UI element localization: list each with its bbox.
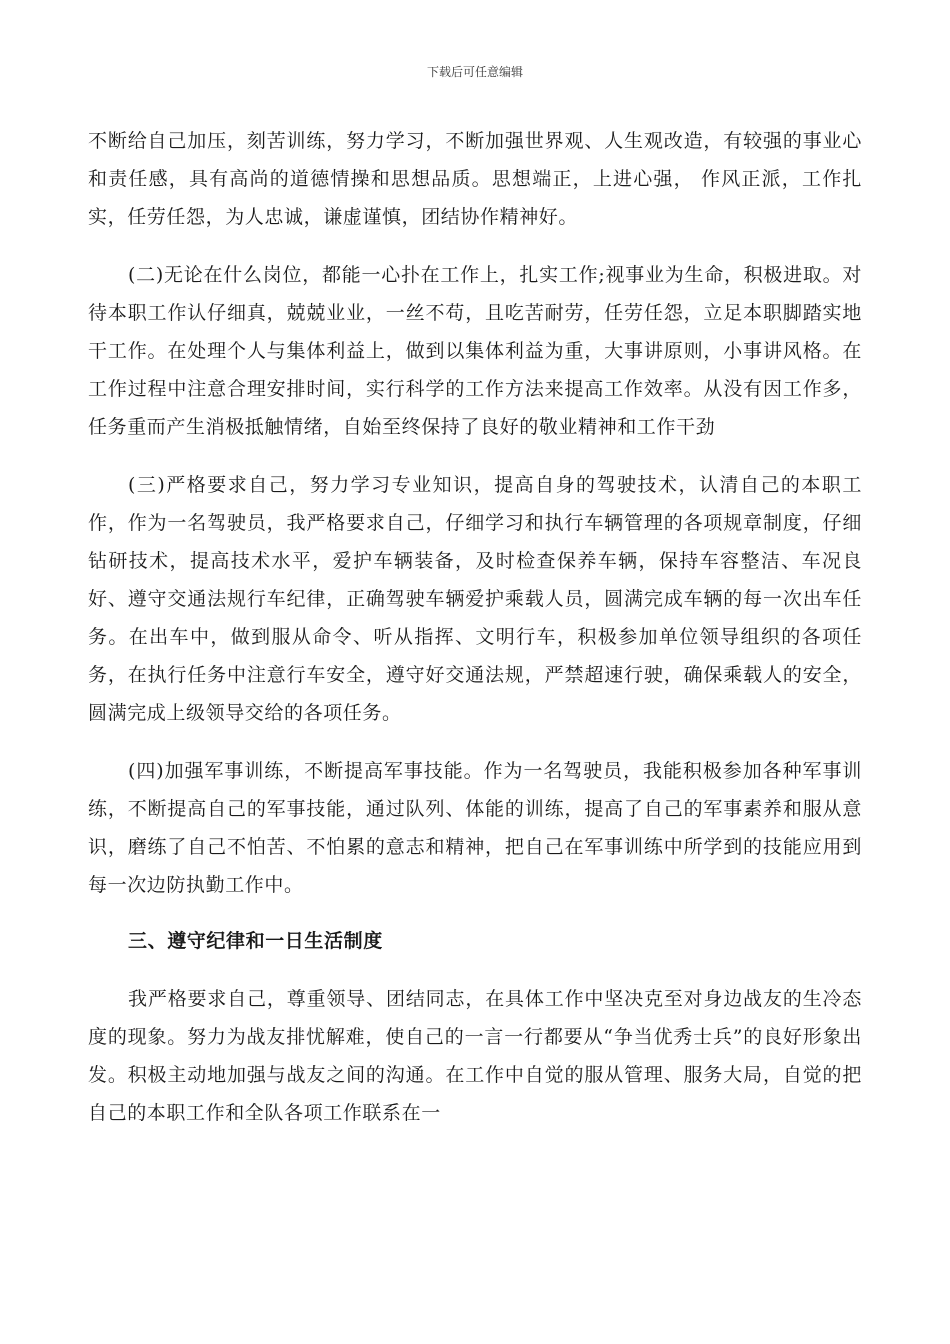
paragraph-section-2: (二)无论在什么岗位，都能一心扑在工作上，扎实工作;视事业为生命，积极进取。对待本职工作认仔细真，兢兢业业，一丝不苟，且吃苦耐劳，任劳任怨，立足本职脚踏实地干工作。在处理个人与集体利益上，做到以集体利益为重，大事讲原则，小事讲风格。在工作过程中注意合理安排时间，实行科学的工作方法来提高工作效率。从没有因工作多，任务重而产生消极抵触情绪，自始至终保持了良好的敬业精神和工作干劲 <box>88 264 862 438</box>
paragraph-section-3: (三)严格要求自己，努力学习专业知识，提高自身的驾驶技术，认清自己的本职工作，作为一名驾驶员，我严格要求自己，仔细学习和执行车辆管理的各项规章制度，仔细钻研技术，提高技术水平，爱护车辆装备，及时检查保养车辆，保持车容整洁、车况良好、遵守交通法规行车纪律，正确驾驶车辆爱护乘载人员，圆满完成车辆的每一次出车任务。在出车中，做到服从命令、听从指挥、文明行车，积极参加单位领导组织的各项任务，在执行任务中注意行车安全，遵守好交通法规，严禁超速行驶，确保乘载人的安全，圆满完成上级领导交给的各项任务。 <box>88 474 862 724</box>
section-heading-discipline: 三、遵守纪律和一日生活制度 <box>128 930 383 952</box>
page-header: 下载后可任意编辑 <box>426 65 523 79</box>
paragraph-section-4: (四)加强军事训练，不断提高军事技能。作为一名驾驶员，我能积极参加各种军事训练，不断提高自己的军事技能，通过队列、体能的训练，提高了自己的军事素养和服从意识，磨练了自己不怕苦、不怕累的意志和精神，把自己在军事训练中所学到的技能应用到每一次边防执勤工作中。 <box>88 760 862 896</box>
document-body <box>88 122 862 1132</box>
paragraph-discipline: 我严格要求自己，尊重领导、团结同志，在具体工作中坚决克至对身边战友的生冷态度的现象。努力为战友排忧解难，使自己的一言一行都要从“争当优秀士兵”的良好形象出发。积极主动地加强与战友之间的沟通。在工作中自觉的服从管理、服务大局，自觉的把自己的本职工作和全队各项工作联系在一 <box>88 988 862 1124</box>
paragraph-continuation: 不断给自己加压，刻苦训练，努力学习，不断加强世界观、人生观改造，有较强的事业心和责任感，具有高尚的道德情操和思想品质。思想端正，上进心强， 作风正派，工作扎实，任劳任怨，为人忠诚，谦虚谨慎，团结协作精神好。 <box>88 130 862 228</box>
